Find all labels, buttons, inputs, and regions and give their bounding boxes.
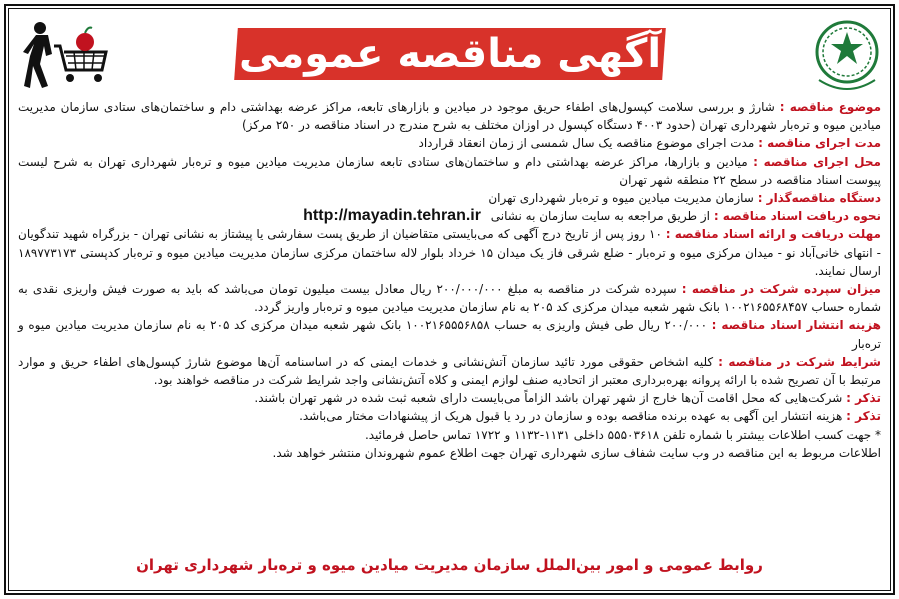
section-text: ۱۰ روز پس از تاریخ درج آگهی که می‌بایستی متقاضیان از طریق پست سفارشی یا پیشتاز به نشانی تهران - بزرگراه شهید تندگویان - انتهای خانی‌آباد نو - میدان مرکزی میوه و تره‌بار - ضلع شرقی فاز یک میدان ۱۵ خرداد بلوار لاله ساختمان مرکزی سازمان مدیریت میادین میوه و تره‌بار کدپستی ۱۸۹۷۷۳۱۷۳ ارسال نمایند. <box>18 227 881 278</box>
section-label: دستگاه مناقصه‌گذار : <box>757 191 881 206</box>
title-banner <box>234 28 666 80</box>
section-text: کلیه اشخاص حقوقی مورد تائید سازمان آتش‌نشانی و خدمات ایمنی که در اساسنامه آن‌ها موضوع شارژ کپسول‌های اطفاء حریق و موارد مرتبط با آن تصریح شده با ارائه پروانه بهره‌برداری معتبر از اتحادیه صنف لوازم ایمنی و کلاه آتش‌نشانی واجد شرایط شرکت در مناقصه خواهند بود. <box>18 354 881 388</box>
section-text: سپرده شرکت در مناقصه به مبلغ ۲۰۰/۰۰۰/۰۰۰ ریال معادل بیست میلیون تومان می‌باشد که باید به صورت فیش واریزی نقدی به شماره حساب ۱۰۰۲۱۶۵۵۶۸۴۵۷ بانک شهر شعبه میدان مرکزی کد ۲۰۵ به نام سازمان مدیریت میادین میوه و تره‌بار واریز گردد. <box>18 282 881 315</box>
section-conditions <box>18 353 881 389</box>
section-label: شرایط شرکت در مناقصه : <box>718 354 881 369</box>
section-text: مدت اجرای موضوع مناقصه یک سال شمسی از زمان انعقاد قرارداد <box>418 136 755 151</box>
section-text: سازمان مدیریت میادین میوه و تره‌بار شهرداری تهران <box>488 191 754 206</box>
section-label: تذکر : <box>846 409 881 424</box>
section-label: محل اجرای مناقصه : <box>753 154 881 169</box>
section-deadline <box>18 225 881 280</box>
section-location <box>18 153 881 189</box>
section-documents <box>18 207 881 225</box>
section-text: ۲۰۰/۰۰۰ ریال طی فیش واریزی به حساب ۱۰۰۲۱۶۵۵۵۶۸۵۸ بانک شهر شعبه میدان مرکزی کد ۲۰۵ به نام سازمان مدیریت میادین میوه و تره‌بار <box>18 318 881 351</box>
section-duration <box>18 134 881 152</box>
section-deposit <box>18 280 881 316</box>
section-text: شرکت‌هایی که محل اقامت آن‌ها خارج از شهر تهران باشد الزاماً می‌بایست دارای شعبه ثبت شده در شهر تهران باشند. <box>254 391 843 406</box>
section-text: اطلاعات مربوط به این مناقصه در وب سایت شفاف سازی شهرداری تهران جهت اطلاع عموم شهروندان منتشر خواهد شد. <box>272 445 881 460</box>
section-note-2 <box>18 407 881 425</box>
section-label: تذکر : <box>846 391 881 406</box>
section-text: هزینه انتشار این آگهی به عهده برنده مناقصه بوده و سازمان در رد یا قبول هریک از پیشنهادات مختار می‌باشد. <box>299 409 843 424</box>
section-label: موضوع مناقصه : <box>779 100 881 114</box>
notice-body <box>18 98 881 462</box>
shopping-cart-icon <box>18 20 114 92</box>
section-note-1 <box>18 389 881 407</box>
page-title: آگهی مناقصه عمومی <box>238 31 662 77</box>
section-label: مدت اجرای مناقصه : <box>758 136 881 151</box>
section-text: * جهت کسب اطلاعات بیشتر با شماره تلفن ۵۵۵۰۳۶۱۸ داخلی ۱۱۳۱-۱۱۳۲ و ۱۷۲۲ تماس حاصل فرمائید. <box>364 427 881 442</box>
tehran-municipality-logo <box>811 18 883 98</box>
website-link[interactable]: http://mayadin.tehran.ir <box>303 207 481 225</box>
section-text: از طریق مراجعه به سایت سازمان به نشانی <box>490 209 710 224</box>
section-text: شارژ و بررسی سلامت کپسول‌های اطفاء حریق موجود در میادین و بازارهای تابعه، مراکز عرضه بهداشتی دام و ساختمان‌های ستادی سازمان مدیریت میادین میوه و تره‌بار شهرداری تهران (حدود ۴۰۰۳ دستگاه کپسول در اوزان مختلف به شرح مندرج در اسناد مناقصه در ۲۵۰ مرکز) <box>18 100 881 133</box>
section-transparency <box>18 444 881 462</box>
section-fee <box>18 316 881 352</box>
footer-signature: روابط عمومی و امور بین‌الملل سازمان مدیریت میادین میوه و تره‌بار شهرداری تهران <box>136 556 763 574</box>
section-label: مهلت دریافت و ارائه اسناد مناقصه : <box>665 227 881 242</box>
section-contact <box>18 426 881 444</box>
section-label: هزینه انتشار اسناد مناقصه : <box>711 318 882 333</box>
section-label: میزان سپرده شرکت در مناقصه : <box>681 282 881 297</box>
section-text: میادین و بازارها، مراکز عرضه بهداشتی دام و ساختمان‌های ستادی تابعه سازمان مدیریت میادین میوه و تره‌بار شهرداری تهران به شرح لیست پیوست اسناد مناقصه در سطح ۲۲ منطقه شهر تهران <box>18 154 881 187</box>
section-label: نحوه دریافت اسناد مناقصه : <box>713 209 881 224</box>
section-subject <box>18 98 881 134</box>
section-organizer <box>18 189 881 207</box>
